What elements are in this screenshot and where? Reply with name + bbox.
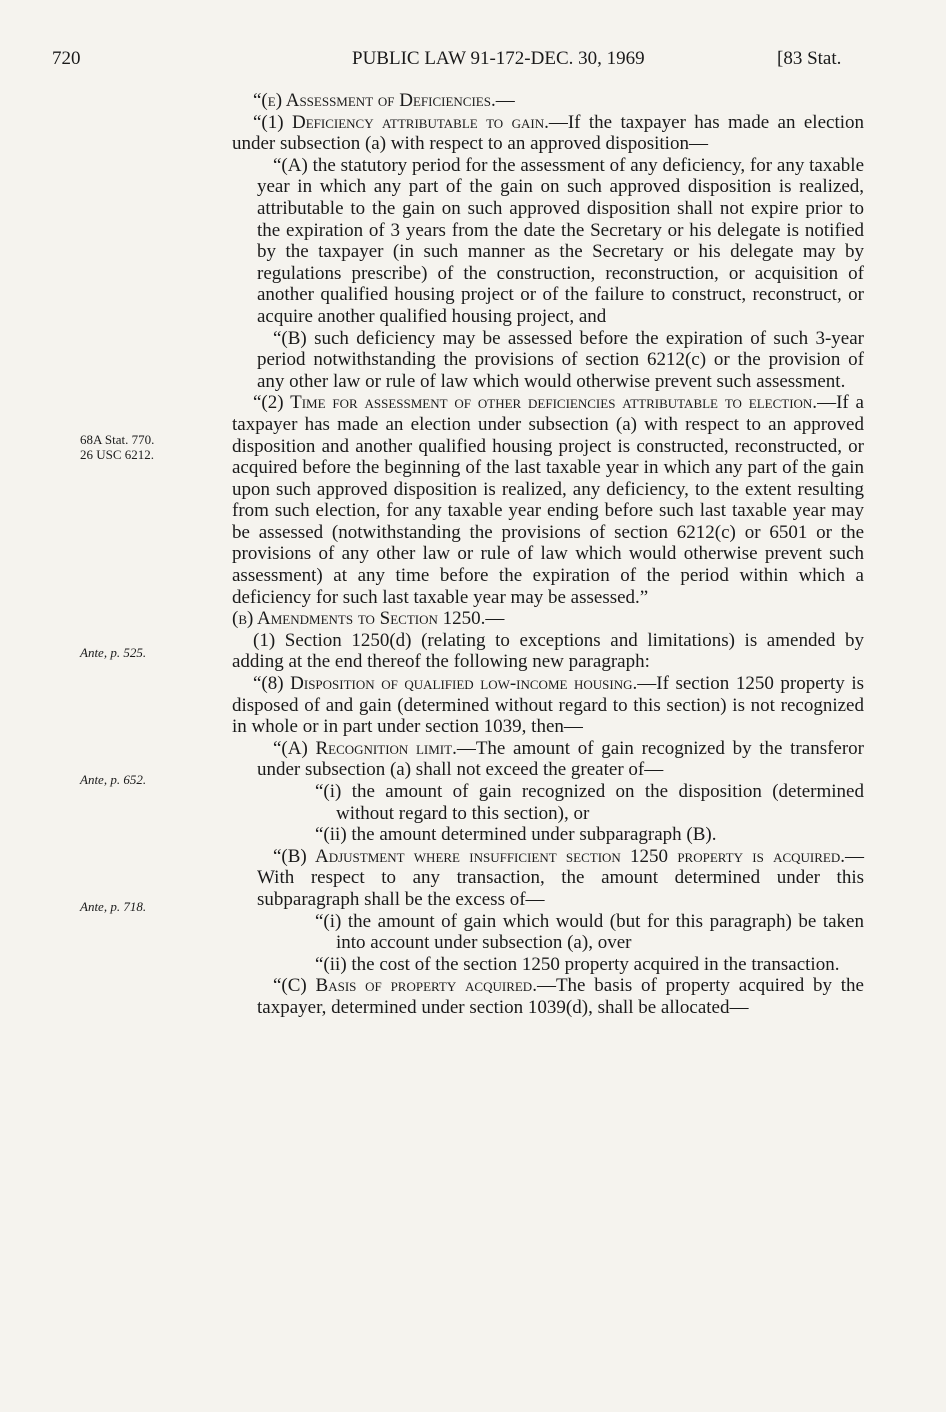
paragraph-e2 [232,392,864,608]
paragraph-body: —If the taxpayer has made an election under subsection (a) with respect to an approved disposition— [232,111,865,155]
subparagraph-body: —The basis of property acquired by the taxpayer, determined under section 1039(d), shall be allocated— [257,975,864,1018]
margin-note-68a-stat [80,432,154,462]
subparagraph-heading: “(C) Basis of property acquired. [273,975,537,997]
paragraph-b1: (1) Section 1250(d) (relating to exceptions and limitations) is amended by adding at the end thereof the following new paragraph: [232,629,864,673]
clause-a-i: “(i) the amount of gain recognized on the disposition (determined without regard to this section), or [315,781,864,824]
clause-a-ii: “(ii) the amount determined under subparagraph (B). [315,824,717,846]
subparagraph-body: —With respect to any transaction, the amount determined under this subparagraph shall be the excess of— [257,845,864,910]
subparagraph-8-a [232,738,864,781]
paragraph-heading: “(1) Deficiency attributable to gain. [253,111,549,133]
subparagraph-heading: “(B) Adjustment where insufficient section 1250 property is acquired. [273,845,845,867]
margin-note-ante-652: Ante, p. 652. [80,772,147,787]
subparagraph-heading: “(A) Recognition limit. [273,737,457,759]
statute-text [232,90,864,1019]
clause-b-i: “(i) the amount of gain which would (but for this paragraph) be taken into account under subsection (a), over [315,910,864,954]
subsection-e-heading: “(e) Assessment of Deficiencies.— [253,90,515,111]
subparagraph-8-c [232,975,864,1018]
subsection-b-heading: (b) Amendments to Section 1250.— [232,608,505,630]
subparagraph-e1-a: “(A) the statutory period for the assessment of any deficiency, for any taxable year in which any part of the gain on such approved disposition is realized, attributable to the gain on such approved disposition shall not expire prior to the expiration of 3 years from the date the Secretary or his delegate is notified by the taxpayer (in such manner as the Secretary or his delegate may by regulations prescribe) of the construction, reconstruction, or acquisition of another qualified housing project or of the failure to construct, reconstruct, or acquire another qualified housing project, and [257,154,864,327]
margin-note-line: 68A Stat. 770. [80,432,155,447]
paragraph-heading: “(2) Time for assessment of other deficiencies attributable to election. [253,392,818,414]
subparagraph-e1-b: “(B) such deficiency may be assessed before the expiration of such 3-year period notwithstanding the provisions of section 6212(c) or the provision of any other law or rule of law which would otherwise prevent such assessment. [257,327,864,392]
page-number: 720 [52,48,81,69]
running-title: PUBLIC LAW 91-172-DEC. 30, 1969 [352,48,645,69]
margin-note-ante-718: Ante, p. 718. [80,899,147,914]
margin-note-ante-525: Ante, p. 525. [80,645,147,660]
volume-citation: [83 Stat. [777,48,842,69]
margin-note-line: 26 USC 6212. [80,447,155,462]
clause-b-ii: “(ii) the cost of the section 1250 property acquired in the transaction. [315,953,840,975]
paragraph-e1 [232,112,864,155]
subparagraph-8-b [232,846,864,911]
paragraph-8 [232,673,864,738]
paragraph-heading: “(8) Disposition of qualified low-income housing. [253,673,638,695]
paragraph-body: —If a taxpayer has made an election under subsection (a) with respect to an approved disposition and another qualified housing project is constructed, reconstructed, or acquired before the beginning of the last taxable year in which any part of the gain upon such approved disposition is realized, any deficiency, to the extent resulting from such election, for any taxable year ending before such last taxable year may be assessed (notwithstanding the provisions of section 6212(c) or 6501 or the provisions of any other law or rule of law which would otherwise prevent such assessment) at any time before the expiration of the period within which a deficiency for such last taxable year may be assessed.” [232,392,864,608]
paragraph-body: —If section 1250 property is disposed of and gain (determined without regard to this section) is not recognized in whole or in part under section 1039, then— [232,673,864,738]
subparagraph-body: —The amount of gain recognized by the transferor under subsection (a) shall not exceed the greater of— [257,737,864,781]
